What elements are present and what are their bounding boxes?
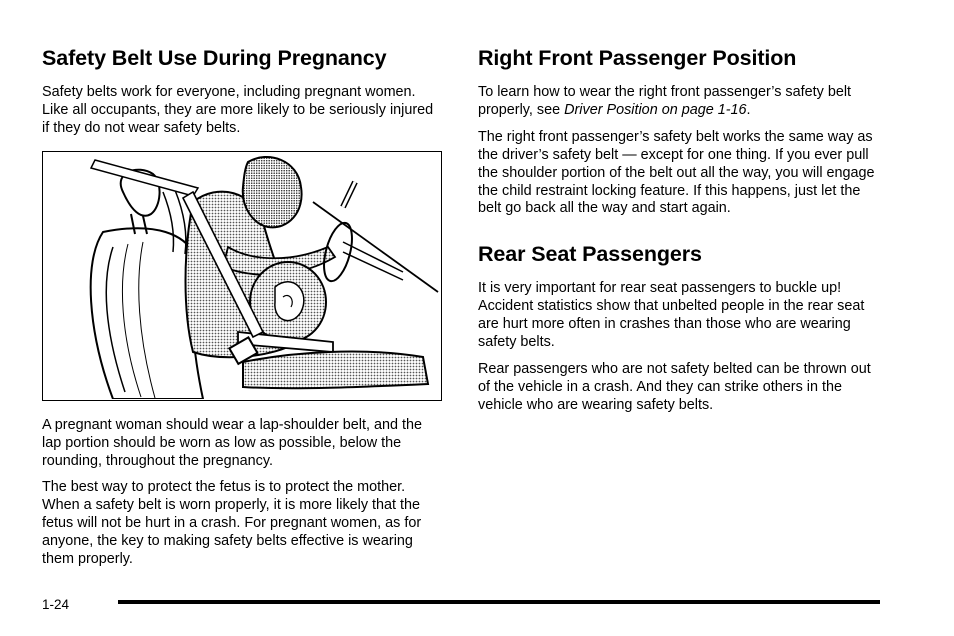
page-number: 1-24 — [42, 597, 70, 612]
pregnant-woman-illustration — [42, 151, 442, 401]
fetus-protection-paragraph: The best way to protect the fetus is to protect the mother. When a safety belt is worn properly, it is more likely that the fetus will not be hurt in a crash. For pregnant women, as for anyone, the key to making safety belts effective is wearing them properly. — [42, 479, 422, 568]
pregnant-belt-drawing — [43, 152, 440, 399]
passenger-belt-paragraph: The right front passenger’s safety belt works the same way as the driver’s safety belt — except for one thing. If you ever pull the shoulder portion of the belt out all the way, you will engage the child restraint locking feature. If this happens, just let the belt go back all the way and start again. — [478, 128, 875, 217]
rear-thrown-paragraph: Rear passengers who are not safety belted can be thrown out of the vehicle in a crash. And they can strike others in the vehicle who are wearing safety belts. — [478, 360, 871, 413]
heading-right-front-passenger: Right Front Passenger Position — [478, 46, 797, 70]
right-column — [478, 44, 880, 424]
lap-belt-paragraph: A pregnant woman should wear a lap-shoulder belt, and the lap portion should be worn as low as possible, below the rounding, throughout the pregnancy. — [42, 416, 423, 469]
driver-position-reference[interactable]: Driver Position on page 1-16 — [564, 101, 747, 118]
rear-buckle-paragraph: It is very important for rear seat passengers to buckle up! Accident statistics show that unbelted people in the rear seat are hurt more often in crashes than those who are wearing safety belts. — [478, 280, 865, 351]
intro-paragraph: Safety belts work for everyone, including pregnant women. Like all occupants, they are more likely to be seriously injured if they do not wear safety belts. — [42, 84, 434, 136]
reference-prefix: To learn how to wear the right front passenger’s safety belt properly, see — [478, 84, 852, 118]
footer-rule — [118, 600, 880, 604]
passenger-reference-paragraph — [478, 84, 880, 120]
reference-suffix: . — [746, 101, 751, 118]
head-shape — [243, 157, 302, 227]
heading-pregnancy: Safety Belt Use During Pregnancy — [42, 46, 387, 70]
left-column — [42, 44, 444, 578]
heading-rear-seat: Rear Seat Passengers — [478, 242, 702, 267]
